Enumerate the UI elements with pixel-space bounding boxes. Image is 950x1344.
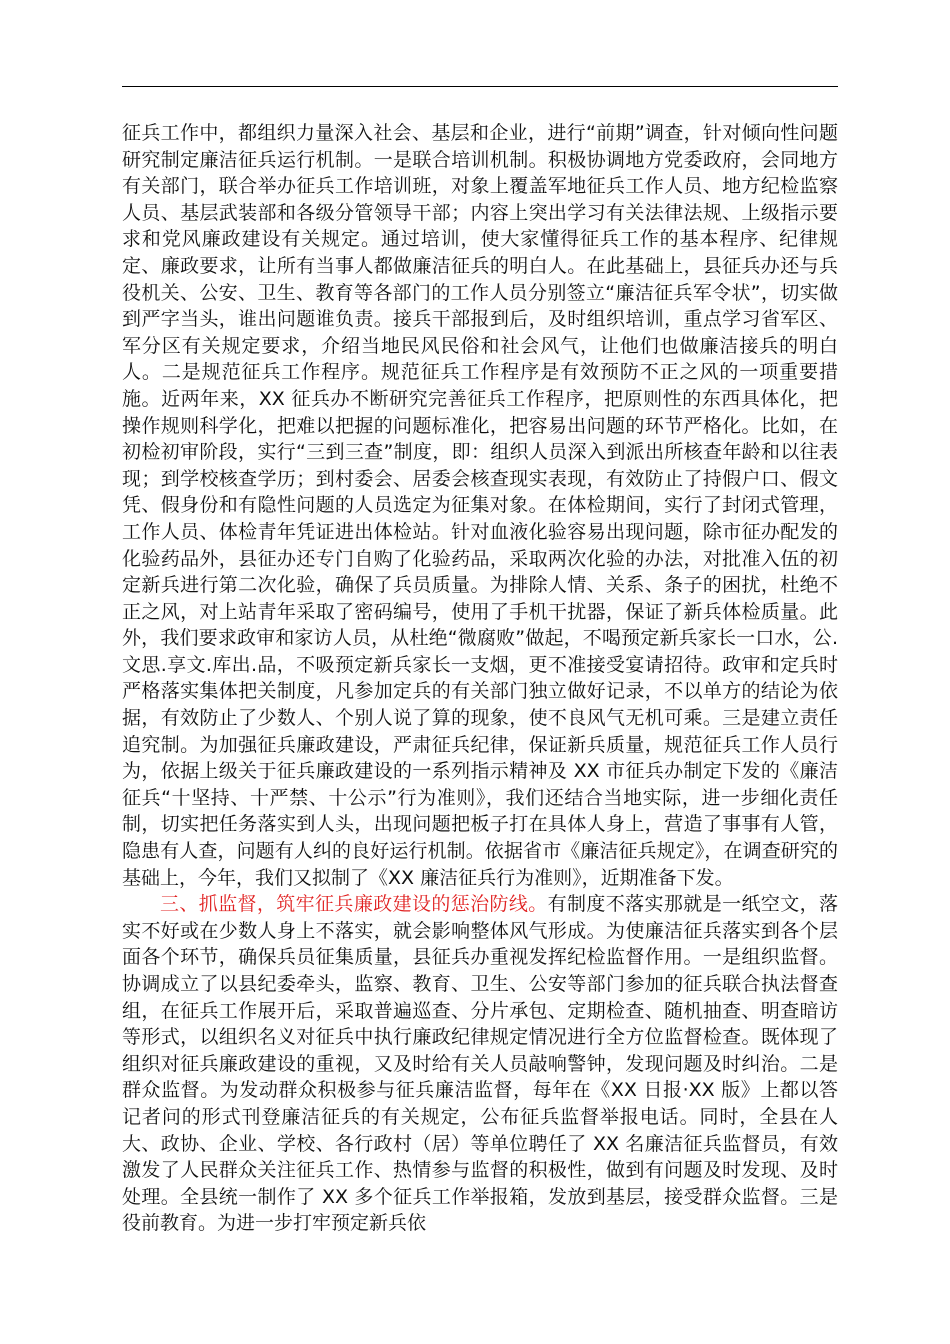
paragraph-1-text: 征兵工作中，都组织力量深入社会、基层和企业，进行“前期”调查，针对倾向性问题研究制定廉洁征兵运行机制。一是联合培训机制。积极协调地方党委政府，会同地方有关部门，联合举办征兵工作培训班，对象上覆盖军地征兵工作人员、地方纪检监察人员、基层武装部和各级分管领导干部；内容上突出学习有关法律法规、上级指示要求和党风廉政建设有关规定。通过培训，使大家懂得征兵工作的基本程序、纪律规定、廉政要求，让所有当事人都做廉洁征兵的明白人。在此基础上，县征兵办还与兵役机关、公安、卫生、教育等各部门的工作人员分别签立“廉洁征兵军令状”，切实做到严字当头，谁出问题谁负责。接兵干部报到后，及时组织培训，重点学习省军区、军分区有关规定要求，介绍当地民风民俗和社会风气，让他们也做廉洁接兵的明白人。二是规范征兵工作程序。规范征兵工作程序是有效预防不正之风的一项重要措施。近两年来，XX 征兵办不断研究完善征兵工作程序，把原则性的东西具体化，把操作规则科学化，把难以把握的问题标准化，把容易出问题的环节严格化。比如，在初检初审阶段，实行“三到三查”制度，即：组织人员深入到派出所核查年龄和以往表现；到学校核查学历；到村委会、居委会核查现实表现，有效防止了持假户口、假文凭、假身份和有隐性问题的人员选定为征集对象。在体检期间，实行了封闭式管理，工作人员、体检青年凭证进出体检站。针对血液化验容易出现问题，除市征办配发的化验药品外，县征办还专门自购了化验药品，采取两次化验的办法，对批准入伍的初定新兵进行第二次化验，确保了兵员质量。为排除人情、关系、条子的困扰，杜绝不正之风，对上站青年采取了密码编号，使用了手机干扰器，保证了新兵体检质量。此外，我们要求政审和家访人员，从杜绝“微腐败”做起，不喝预定新兵家长一口水，公.文思.享文.库出.品，不吸预定新兵家长一支烟，更不准接受宴请招待。政审和定兵时严格落实集体把关制度，凡参加定兵的有关部门独立做好记录，不以单方的结论为依据，有效防止了少数人、个别人说了算的现象，使不良风气无机可乘。三是建立责任追究制。为加强征兵廉政建设，严肃征兵纪律，保证新兵质量，规范征兵工作人员行为，依据上级关于征兵廉政建设的一系列指示精神及 XX 市征兵办制定下发的《廉洁征兵“十坚持、十严禁、十公示”行为准则》，我们还结合当地实际，进一步细化责任制，切实把任务落实到人头，出现问题把板子打在具体人身上，营造了事事有人管，隐患有人查，问题有人纠的良好运行机制。依据省市《廉洁征兵规定》，在调查研究的基础上，今年，我们又拟制了《XX 廉洁征兵行为准则》，近期准备下发。 — [122, 122, 838, 889]
section-heading-3: 三、抓监督，筑牢征兵廉政建设的惩治防线。 — [160, 893, 548, 916]
paragraph-1 — [122, 120, 838, 891]
paragraph-2-text: 有制度不落实那就是一纸空文，落实不好或在少数人身上不落实，就会影响整体风气形成。为使廉洁征兵落实到各个层面各个环节，确保兵员征集质量，县征兵办重视发挥纪检监督作用。一是组织监督。协调成立了以县纪委牵头，监察、教育、卫生、公安等部门参加的征兵联合执法督查组，在征兵工作展开后，采取普遍巡查、分片承包、定期检查、随机抽查、明查暗访等形式，以组织名义对征兵中执行廉政纪律规定情况进行全方位监督检查。既体现了组织对征兵廉政建设的重视，又及时给有关人员敲响警钟，发现问题及时纠治。二是群众监督。为发动群众积极参与征兵廉洁监督，每年在《XX 日报·XX 版》上都以答记者问的形式刊登廉洁征兵的有关规定，公布征兵监督举报电话。同时，全县在人大、政协、企业、学校、各行政村（居）等单位聘任了 XX 名廉洁征兵监督员，有效激发了人民群众关注征兵工作、热情参与监督的积极性，做到有问题及时发现、及时处理。全县统一制作了 XX 多个征兵工作举报箱，发放到基层，接受群众监督。三是役前教育。为进一步打牢预定新兵依 — [122, 893, 838, 1235]
paragraph-2 — [122, 891, 838, 1237]
document-body — [122, 120, 838, 1237]
header-rule — [122, 86, 838, 87]
